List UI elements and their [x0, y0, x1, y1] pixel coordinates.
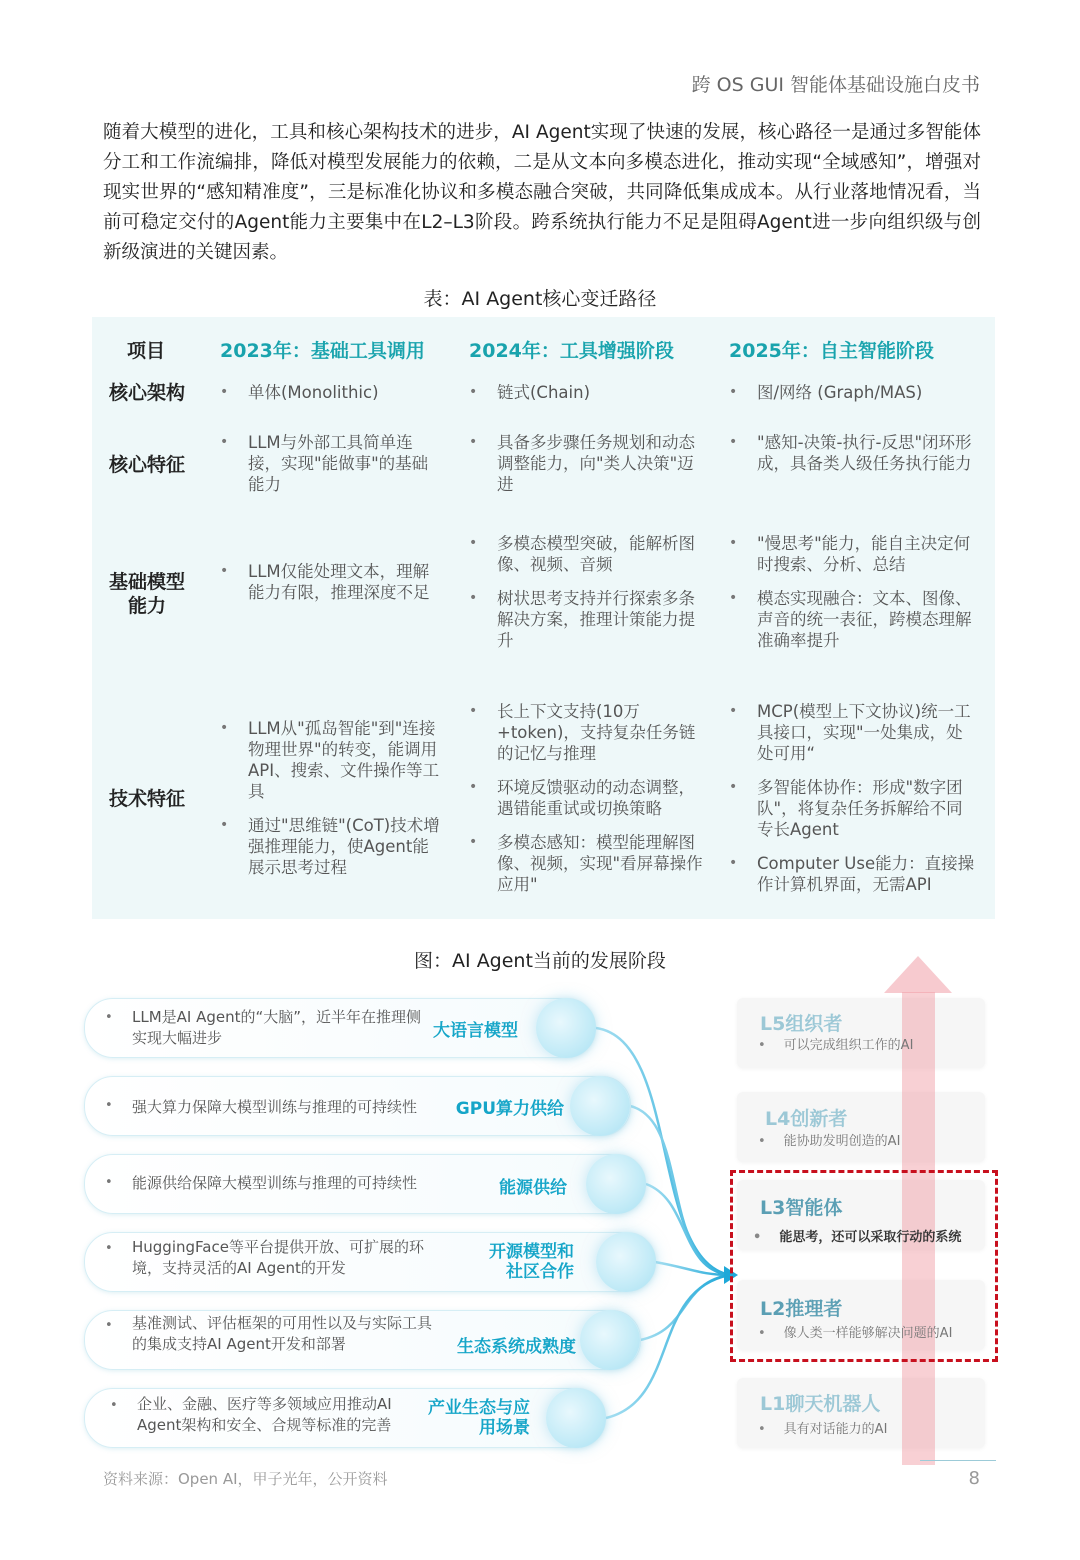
cell-item: • 多模态模型突破，能解析图像、视频、音频	[469, 533, 699, 575]
cell-item: • 具备多步骤任务规划和动态调整能力，向"类人决策"迈进	[469, 432, 699, 495]
table-header-2023: 2023年：基础工具调用	[220, 340, 425, 362]
level-title-l3: L3智能体	[760, 1197, 843, 1219]
cell-item: • LLM与外部工具简单连接，实现"能做事"的基础能力	[220, 432, 430, 495]
cell-2023-architecture	[220, 382, 450, 416]
cell-2024-architecture	[469, 382, 699, 416]
page-number: 8	[968, 1468, 980, 1489]
cell-item: • 图/网络 (Graph/MAS)	[729, 382, 959, 403]
cell-item: • 多智能体协作：形成"数字团队"，将复杂任务拆解给不同专长Agent	[729, 777, 979, 840]
cell-2023-features	[220, 432, 430, 508]
driver-node-circle	[580, 1310, 640, 1370]
cell-item: • LLM从"孤岛智能"到"连接物理世界"的转变，能调用API、搜索、文件操作等工具	[220, 718, 442, 802]
cell-item: • Computer Use能力：直接操作计算机界面，无需API	[729, 853, 979, 895]
cell-2024-tech	[469, 701, 709, 908]
cell-2023-model	[220, 561, 430, 616]
intro-paragraph: 随着大模型的进化，工具和核心架构技术的进步，AI Agent实现了快速的发展，核心路径一是通过多智能体分工和工作流编排，降低对模型发展能力的依赖，二是从文本向多模态进化，推动实现“全域感知”，增强对现实世界的“感知精准度”，三是标准化协议和多模态融合突破，共同降低集成成本。从行业落地情况看，当前可稳定交付的Agent能力主要集中在L2–L3阶段。跨系统执行能力不足是阻碍Agent进一步向组织级与创新级演进的关键因素。	[103, 122, 981, 263]
connector-line	[640, 1275, 730, 1340]
level-title-l4: L4创新者	[765, 1108, 848, 1130]
driver-node-circle	[570, 1076, 630, 1136]
table-header-2025: 2025年：自主智能阶段	[729, 340, 934, 362]
driver-text: 基准测试、评估框架的可用性以及与实际工具的集成支持AI Agent开发和部署	[132, 1314, 433, 1353]
row-label-tech: 技术特征	[108, 788, 185, 810]
bullet-icon: •	[105, 1241, 113, 1256]
driver-node-circle	[546, 1388, 606, 1448]
driver-text: 企业、金融、医疗等多领域应用推动AI Agent架构和安全、合规等标准的完善	[137, 1395, 392, 1434]
cell-item: • 模态实现融合：文本、图像、声音的统一表征，跨模态理解准确率提升	[729, 588, 985, 651]
bullet-icon: •	[105, 1175, 113, 1190]
connector-line	[655, 1262, 730, 1275]
driver-node-circle	[536, 998, 596, 1058]
bullet-icon: •	[105, 1010, 113, 1025]
driver-node-circle	[596, 1232, 656, 1292]
document-header-title: 跨 OS GUI 智能体基础设施白皮书	[691, 74, 980, 96]
driver-node-circle	[586, 1154, 646, 1214]
driver-label: 大语言模型	[433, 1021, 518, 1041]
figure-caption: 图：AI Agent当前的发展阶段	[414, 950, 666, 972]
row-label-architecture: 核心架构	[108, 382, 185, 404]
level-title-l5: L5组织者	[760, 1013, 843, 1035]
cell-2025-features	[729, 432, 977, 487]
level-desc-l4: • 能协助发明创造的AI	[758, 1130, 900, 1149]
connector-line	[646, 1184, 730, 1275]
current-stage-highlight	[730, 1170, 998, 1362]
cell-2025-model	[729, 533, 985, 664]
cell-item: • 长上下文支持(10万+token)，支持复杂任务链的记忆与推理	[469, 701, 709, 764]
level-desc-l1: • 具有对话能力的AI	[758, 1418, 887, 1437]
driver-label: 生态系统成熟度	[457, 1337, 576, 1357]
driver-label: 开源模型和社区合作	[489, 1242, 574, 1282]
cell-2024-model	[469, 533, 699, 664]
cell-2025-architecture	[729, 382, 959, 416]
cell-item: • "慢思考"能力，能自主决定何时搜索、分析、总结	[729, 533, 985, 575]
level-title-l1: L1聊天机器人	[760, 1393, 881, 1415]
cell-item: • LLM仅能处理文本，理解能力有限，推理深度不足	[220, 561, 430, 603]
table-caption: 表：AI Agent核心变迁路径	[423, 288, 657, 310]
driver-text: HuggingFace等平台提供开放、可扩展的环境，支持灵活的AI Agent的开发	[132, 1238, 424, 1277]
driver-text: LLM是AI Agent的“大脑”，近半年在推理侧实现大幅进步	[132, 1008, 422, 1047]
cell-2025-tech	[729, 701, 979, 908]
cell-item: • 单体(Monolithic)	[220, 382, 450, 403]
level-title-l2: L2推理者	[760, 1298, 843, 1320]
cell-item: • 多模态感知：模型能理解图像、视频，实现"看屏幕操作应用"	[469, 832, 709, 895]
row-label-text: 基础模型能力	[108, 571, 185, 617]
driver-label: GPU算力供给	[455, 1099, 564, 1119]
row-label-features: 核心特征	[108, 454, 185, 476]
bullet-icon: •	[105, 1318, 113, 1333]
bullet-icon: •	[105, 1098, 113, 1113]
cell-item: • "感知-决策-执行-反思"闭环形成，具备类人级任务执行能力	[729, 432, 977, 474]
cell-item: • MCP(模型上下文协议)统一工具接口，实现"一处集成，处处可用“	[729, 701, 979, 764]
arrow-up-icon	[884, 956, 952, 993]
driver-text: 能源供给保障大模型训练与推理的可持续性	[132, 1174, 418, 1192]
cell-2023-tech	[220, 718, 442, 891]
table-header-2024: 2024年：工具增强阶段	[469, 340, 674, 362]
bullet-icon: •	[110, 1398, 118, 1413]
level-desc-l2: • 像人类一样能够解决问题的AI	[758, 1322, 952, 1341]
footer-divider	[920, 1460, 996, 1461]
row-label-model-capability	[98, 570, 196, 618]
cell-item: • 链式(Chain)	[469, 382, 699, 403]
driver-text: 强大算力保障大模型训练与推理的可持续性	[132, 1098, 418, 1116]
level-desc-l3: • 能思考，还可以采取行动的系统	[753, 1226, 961, 1245]
table-header-item: 项目	[127, 340, 166, 362]
cell-item: • 通过"思维链"(CoT)技术增强推理能力，使Agent能展示思考过程	[220, 815, 442, 878]
cell-2024-features	[469, 432, 699, 508]
driver-label: 能源供给	[499, 1178, 567, 1198]
level-desc-l5: • 可以完成组织工作的AI	[758, 1034, 913, 1053]
cell-item: • 环境反馈驱动的动态调整，遇错能重试或切换策略	[469, 777, 709, 819]
driver-label: 产业生态与应用场景	[428, 1398, 530, 1438]
source-note: 资料来源：Open AI，甲子光年，公开资料	[103, 1470, 388, 1488]
cell-item: • 树状思考支持并行探索多条解决方案，推理计策能力提升	[469, 588, 699, 651]
